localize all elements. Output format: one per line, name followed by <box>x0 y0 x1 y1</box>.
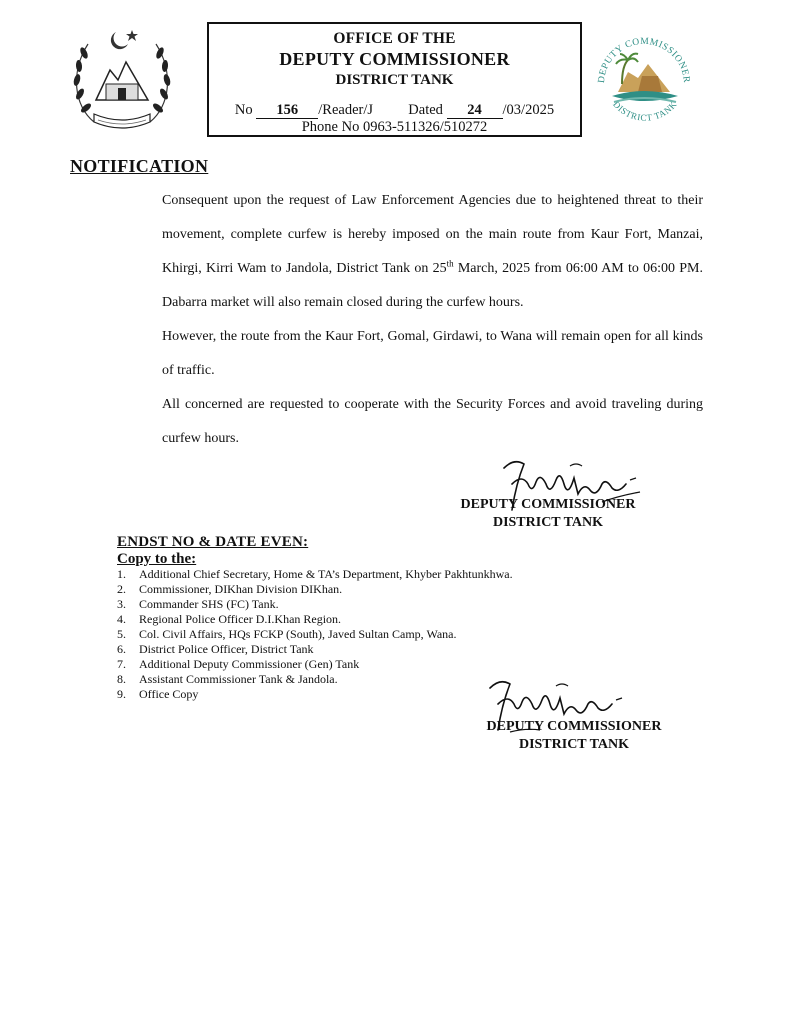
list-item-number: 8. <box>117 672 126 686</box>
paragraph-1-part-a: Consequent upon the request of Law Enforcement Agencies due to heightened threat to their movement, complete curfew is hereby imposed on the main route from Kaur Fort, Manzai, Khirgi, Kirri Wam to Jandola, District Tank on 25 <box>162 193 703 276</box>
signatory-title: DEPUTY COMMISSIONER <box>460 497 636 512</box>
list-item-text: Additional Chief Secretary, Home & TA’s Department, Khyber Pakhtunkhwa. <box>139 567 513 581</box>
notification-paragraph-1 <box>162 184 703 320</box>
list-item-text: Office Copy <box>139 687 199 701</box>
list-item-number: 1. <box>117 567 126 581</box>
signatory-title: DEPUTY COMMISSIONER <box>486 719 662 734</box>
list-item <box>117 627 513 642</box>
office-line-1: OFFICE OF THE <box>333 30 456 47</box>
list-item <box>117 597 513 612</box>
signatory-district: DISTRICT TANK <box>492 515 604 530</box>
list-item <box>117 612 513 627</box>
notification-paragraph-3: All concerned are requested to cooperate with the Security Forces and avoid traveling during curfew hours. <box>162 397 703 446</box>
government-seal-icon <box>66 22 178 138</box>
list-item-text: District Police Officer, District Tank <box>139 642 314 656</box>
paragraph-1-part-b: March, 2025 from 06:00 AM to 06:00 PM. Dabarra market will also remain closed during the curfew hours. <box>162 261 703 310</box>
list-item-text: Commander SHS (FC) Tank. <box>139 597 279 611</box>
list-item-number: 3. <box>117 597 126 611</box>
office-line-2: DEPUTY COMMISSIONER <box>279 49 510 69</box>
notification-title: NOTIFICATION <box>70 156 209 176</box>
notification-body <box>162 184 703 456</box>
notification-paragraph-2: However, the route from the Kaur Fort, Gomal, Girdawi, to Wana will remain open for all kinds of traffic. <box>162 329 703 378</box>
district-logo-icon <box>592 26 696 134</box>
list-item-number: 5. <box>117 627 126 641</box>
signatory-district: DISTRICT TANK <box>518 737 630 752</box>
phone-line: Phone No 0963-511326/510272 <box>301 119 488 135</box>
list-item-number: 4. <box>117 612 126 626</box>
svg-text:DISTRICT TANK <box>611 99 679 123</box>
date-ordinal-suffix: th <box>446 258 454 269</box>
copy-to-list <box>117 567 513 702</box>
dated-label: Dated <box>408 102 443 118</box>
reference-suffix: /Reader/J <box>318 102 374 118</box>
list-item-text: Commissioner, DIKhan Division DIKhan. <box>139 582 343 596</box>
list-item-text: Additional Deputy Commissioner (Gen) Tank <box>139 657 360 671</box>
logo-ring-bottom-text: DISTRICT TANK <box>611 99 679 123</box>
no-label: No <box>234 102 253 118</box>
signature-block-1 <box>448 496 648 532</box>
list-item-text: Regional Police Officer D.I.Khan Region. <box>139 612 342 626</box>
list-item-number: 6. <box>117 642 126 656</box>
list-item <box>117 687 513 702</box>
office-header-box <box>207 22 582 137</box>
list-item <box>117 567 513 582</box>
list-item-number: 2. <box>117 582 126 596</box>
office-line-3: DISTRICT TANK <box>335 72 454 88</box>
list-item-text: Col. Civil Affairs, HQs FCKP (South), Javed Sultan Camp, Wana. <box>139 627 457 641</box>
endorsement-title: ENDST NO & DATE EVEN: <box>117 534 309 550</box>
reference-number: 156 <box>256 103 318 119</box>
logo-ring-top-text: DEPUTY COMMISSIONER <box>596 36 692 84</box>
list-item-number: 9. <box>117 687 126 701</box>
list-item-text: Assistant Commissioner Tank & Jandola. <box>139 672 338 686</box>
list-item <box>117 642 513 657</box>
list-item <box>117 672 513 687</box>
dated-suffix: /03/2025 <box>502 102 555 118</box>
signature-block-2 <box>474 718 674 754</box>
dated-day: 24 <box>447 103 503 119</box>
list-item <box>117 657 513 672</box>
copy-to-heading: Copy to the: <box>117 551 197 567</box>
list-item <box>117 582 513 597</box>
reference-line <box>209 102 580 119</box>
list-item-number: 7. <box>117 657 126 671</box>
